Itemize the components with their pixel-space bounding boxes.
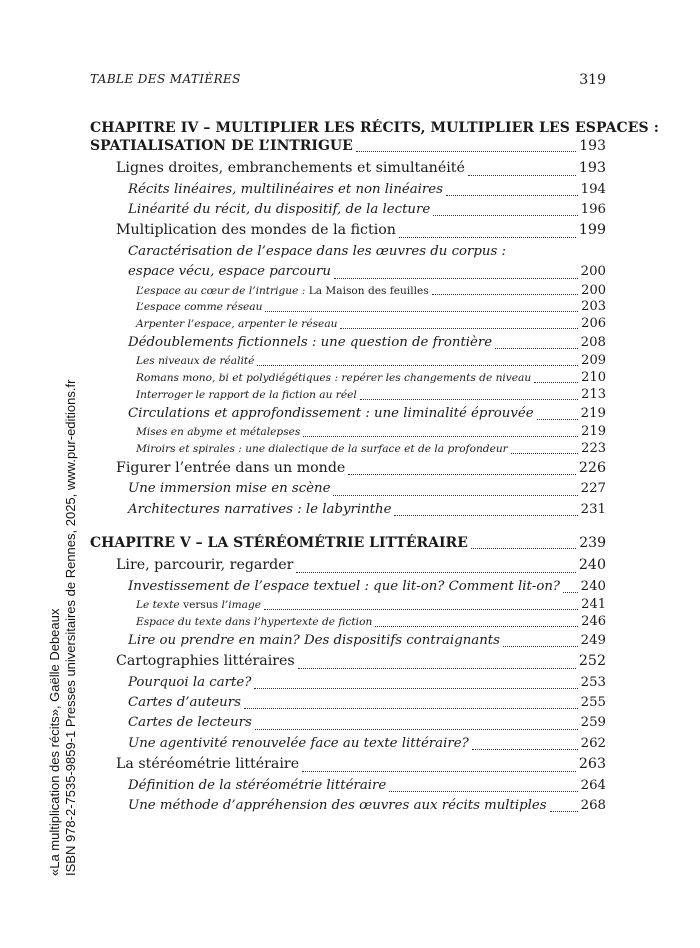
page-ref: 203 (581, 299, 606, 315)
dot-leader (255, 728, 578, 730)
toc-entry[interactable] (90, 200, 606, 220)
chapter-4-title-line1: CHAPITRE IV – MULTIPLIER LES RÉCITS, MULTIPLIER LES ESPACES : (90, 120, 660, 136)
toc-entry-label: Miroirs et spirales : une dialectique de la surface et de la profondeur (136, 443, 508, 456)
side-copyright-note (47, 380, 79, 876)
page-ref: 253 (580, 674, 606, 690)
page-ref: 240 (580, 578, 606, 594)
toc-entry-label: Une immersion mise en scène (128, 481, 331, 497)
page-ref: 246 (581, 613, 606, 629)
page-ref: 262 (580, 735, 606, 751)
toc-entry-label: Les niveaux de réalité (136, 355, 255, 368)
page-ref: 241 (581, 597, 606, 613)
chapter-4-title-row[interactable] (90, 137, 606, 156)
dot-leader (348, 473, 576, 475)
toc-entry[interactable] (90, 673, 606, 693)
toc-entry[interactable] (90, 693, 606, 713)
page-ref: 206 (581, 316, 606, 332)
toc-entry-label: Cartographies littéraires (116, 653, 295, 670)
toc-entry-label: Une agentivité renouvelée face au texte littéraire? (128, 735, 469, 751)
dot-leader (333, 494, 577, 496)
toc-entry-label: Circulations et approfondissement : une liminalité éprouvée (128, 405, 534, 421)
page-ref: 210 (581, 370, 606, 386)
page-ref: 219 (580, 405, 606, 421)
dot-leader (375, 625, 578, 627)
toc-entry-label: L’espace comme réseau (136, 301, 263, 314)
toc-entry[interactable] (90, 158, 606, 180)
dot-leader (244, 707, 578, 709)
dot-leader (550, 810, 578, 812)
dot-leader (495, 347, 577, 349)
toc-entry[interactable] (90, 441, 606, 458)
toc-entry[interactable] (90, 597, 606, 614)
dot-leader (503, 645, 578, 647)
side-note-line1: «La multiplication des récits», Gaëlle Debeaux (47, 608, 62, 876)
toc-entry[interactable] (90, 734, 606, 754)
dot-leader (303, 435, 578, 437)
toc-entry-label: Arpenter l’espace, arpenter le réseau (136, 318, 338, 331)
toc-entry[interactable] (90, 577, 606, 597)
toc-entry[interactable] (90, 353, 606, 370)
toc-entry[interactable] (90, 500, 606, 520)
page-ref: 196 (580, 201, 606, 217)
toc-entry-label: L’espace au cœur de l’intrigue : La Maison des feuilles (136, 284, 429, 297)
page-ref: 231 (580, 501, 606, 517)
dot-leader (472, 748, 578, 750)
toc-entry-label: Linéarité du récit, du dispositif, de la lecture (128, 201, 431, 217)
side-note-line2: ISBN 978-2-7535-9859-1 Presses universitaires de Rennes, 2025, www.pur-editions.fr (63, 379, 78, 876)
toc-entry-label: Lire, parcourir, regarder (116, 557, 294, 574)
toc-entry-label: La stéréométrie littéraire (116, 756, 300, 773)
page-ref: 193 (579, 138, 606, 154)
toc-entry-label: Cartes de lecteurs (128, 715, 252, 731)
page-ref: 268 (580, 798, 606, 814)
chapter-5-title: CHAPITRE V – LA STÉRÉOMÉTRIE LITTÉRAIRE (90, 535, 468, 552)
dot-leader (254, 687, 577, 689)
page-header (90, 72, 606, 92)
chapter-4-title-line2: SPATIALISATION DE L’INTRIGUE (90, 138, 353, 154)
page-ref: 255 (580, 694, 606, 710)
toc-entry[interactable] (90, 404, 606, 424)
page-number: 319 (579, 72, 606, 88)
toc-entry[interactable] (90, 220, 606, 242)
dot-leader (265, 310, 578, 312)
chapter-5-title-row[interactable] (90, 534, 606, 553)
page-ref: 199 (578, 222, 606, 239)
toc-entry-label: Cartes d’auteurs (128, 694, 241, 710)
page-ref: 200 (580, 264, 606, 280)
running-title: TABLE DES MATIÈRES (90, 72, 241, 86)
toc-entry[interactable] (90, 283, 606, 300)
dot-leader (298, 667, 576, 669)
toc-entry-label: espace vécu, espace parcouru (128, 264, 331, 280)
page-ref: 208 (580, 335, 606, 351)
dot-leader (511, 452, 578, 454)
toc-entry[interactable] (90, 458, 606, 480)
toc-entry[interactable] (90, 713, 606, 733)
page-ref: 209 (581, 353, 606, 369)
page-ref: 239 (579, 535, 606, 552)
toc-entry-label: Architectures narratives : le labyrinthe (128, 501, 392, 517)
toc-entry-label: Figurer l’entrée dans un monde (116, 459, 346, 476)
page-ref: 223 (581, 441, 606, 457)
toc-entry[interactable] (90, 333, 606, 353)
toc-entry-label: Pourquoi la carte? (128, 674, 252, 690)
dot-leader (471, 547, 576, 549)
dot-leader (334, 277, 578, 279)
dot-leader (534, 381, 578, 383)
toc-entry-label: Interroger le rapport de la fiction au réel (136, 389, 357, 402)
dot-leader (399, 236, 576, 238)
toc-entry-label: Lignes droites, embranchements et simultanéité (116, 160, 465, 176)
page-ref: 213 (581, 387, 606, 403)
toc-entry-label: Lire ou prendre en main? Des dispositifs contraignants (128, 632, 500, 648)
toc-entry[interactable] (90, 424, 606, 441)
toc-entry[interactable] (90, 387, 606, 404)
toc-entry-label: Le texte versus l’image (136, 599, 262, 612)
toc-entry-label: Espace du texte dans l’hypertexte de fiction (136, 615, 373, 628)
page-ref: 263 (578, 756, 606, 773)
toc-entry-label: Mises en abyme et métalepses (136, 426, 301, 439)
page-ref: 264 (580, 777, 606, 793)
dot-leader (389, 790, 577, 792)
toc-entry-label-line1: Caractérisation de l’espace dans les œuvres du corpus : (128, 243, 507, 259)
toc-entry[interactable] (90, 316, 606, 333)
toc-entry[interactable] (90, 370, 606, 387)
dot-leader (433, 214, 577, 216)
dot-leader (340, 327, 578, 329)
page-ref: 226 (578, 459, 606, 476)
page-ref: 200 (581, 282, 606, 298)
dot-leader (563, 591, 578, 593)
dot-leader (302, 770, 576, 772)
page-ref: 240 (578, 557, 606, 574)
toc-entry[interactable] (90, 796, 606, 816)
dot-leader (537, 418, 578, 420)
toc-entry-label: Récits linéaires, multilinéaires et non linéaires (128, 181, 443, 197)
toc-entry-label: Multiplication des mondes de la fiction (116, 222, 396, 239)
toc-entry[interactable] (90, 651, 606, 673)
toc-entry[interactable] (90, 555, 606, 577)
toc-entry-label: Une méthode d’appréhension des œuvres aux récits multiples (128, 798, 547, 814)
page-ref: 193 (578, 160, 606, 176)
page-ref: 249 (580, 632, 606, 648)
page-ref: 227 (580, 481, 606, 497)
toc-entry-label: Romans mono, bi et polydiégétiques : repérer les changements de niveau (136, 372, 532, 385)
page-ref: 259 (580, 715, 606, 731)
page-ref: 252 (578, 653, 606, 670)
dot-leader (360, 398, 578, 400)
toc-entry[interactable] (90, 754, 606, 776)
dot-leader (296, 571, 575, 573)
dot-leader (468, 174, 576, 176)
toc-entry-label: Définition de la stéréométrie littéraire (128, 777, 387, 793)
dot-leader (446, 194, 578, 196)
toc-entry[interactable] (90, 631, 606, 651)
toc-entry-label: Investissement de l’espace textuel : que lit-on? Comment lit-on? (128, 578, 561, 594)
dot-leader (432, 293, 578, 295)
toc-entry[interactable] (90, 262, 606, 282)
table-of-contents (90, 119, 660, 816)
toc-entry[interactable] (90, 776, 606, 796)
page-ref: 219 (581, 424, 606, 440)
toc-entry-label: Dédoublements fictionnels : une question de frontière (128, 335, 493, 351)
dot-leader (394, 514, 577, 516)
dot-leader (257, 364, 578, 366)
toc-entry[interactable] (90, 614, 606, 631)
page-ref: 194 (580, 181, 606, 197)
toc-entry[interactable] (90, 479, 606, 499)
toc-entry[interactable] (90, 180, 606, 200)
dot-leader (264, 608, 578, 610)
dot-leader (356, 150, 576, 152)
toc-entry[interactable] (90, 299, 606, 316)
